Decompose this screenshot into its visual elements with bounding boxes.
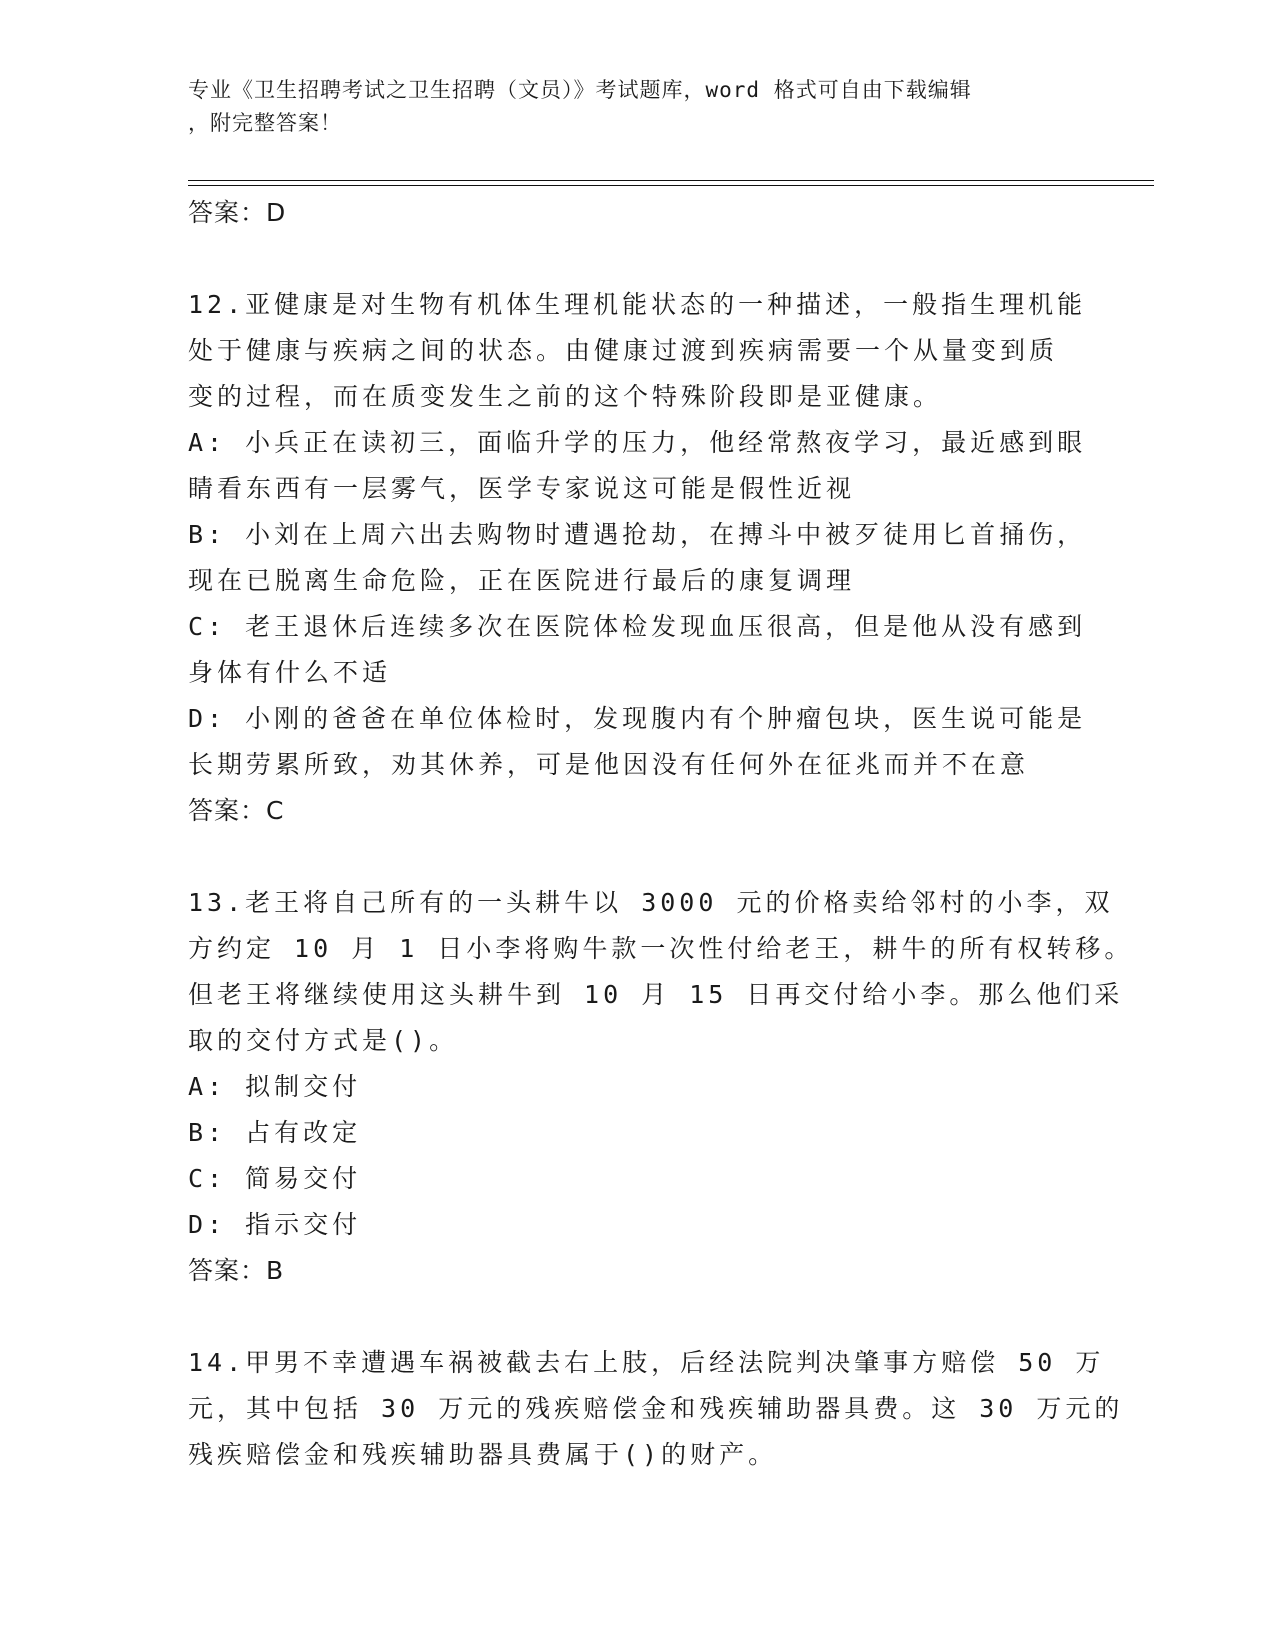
- question-12: [188, 282, 1088, 834]
- question-stem-line: 残疾赔偿金和残疾辅助器具费属于()的财产。: [188, 1440, 778, 1469]
- option-c-line: C: 老王退休后连续多次在医院体检发现血压很高，但是他从没有感到: [188, 612, 1087, 641]
- question-list: [188, 190, 1134, 1478]
- option-c-line: 身体有什么不适: [188, 658, 392, 687]
- option-b-line: B: 小刘在上周六出去购物时遭遇抢劫，在搏斗中被歹徒用匕首捅伤，: [188, 520, 1087, 549]
- question-stem-line: 方约定 10 月 1 日小李将购牛款一次性付给老王，耕牛的所有权转移。: [188, 934, 1134, 963]
- answer-12: 答案：C: [188, 796, 285, 825]
- question-stem-line: 13.老王将自己所有的一头耕牛以 3000 元的价格卖给邻村的小李，双: [188, 888, 1114, 917]
- option-d: D: 指示交付: [188, 1210, 362, 1239]
- option-a: A: 拟制交付: [188, 1072, 362, 1101]
- answer-previous: 答案：D: [188, 198, 287, 227]
- document-header: [188, 74, 1068, 140]
- option-b: B: 占有改定: [188, 1118, 362, 1147]
- header-line-2: ，附完整答案！: [188, 111, 342, 135]
- question-stem-line: 变的过程，而在质变发生之前的这个特殊阶段即是亚健康。: [188, 382, 943, 411]
- option-d-line: 长期劳累所致，劝其休养，可是他因没有任何外在征兆而并不在意: [188, 750, 1030, 779]
- question-stem-line: 12.亚健康是对生物有机体生理机能状态的一种描述，一般指生理机能: [188, 290, 1087, 319]
- option-d-line: D: 小刚的爸爸在单位体检时，发现腹内有个肿瘤包块，医生说可能是: [188, 704, 1087, 733]
- question-stem-line: 14.甲男不幸遭遇车祸被截去右上肢，后经法院判决肇事方赔偿 50 万: [188, 1348, 1105, 1377]
- question-13: [188, 880, 1134, 1294]
- header-divider-bottom: [188, 185, 1154, 186]
- option-b-line: 现在已脱离生命危险，正在医院进行最后的康复调理: [188, 566, 856, 595]
- answer-13: 答案：B: [188, 1256, 285, 1285]
- header-divider-top: [188, 180, 1154, 181]
- option-c: C: 简易交付: [188, 1164, 362, 1193]
- question-stem-line: 但老王将继续使用这头耕牛到 10 月 15 日再交付给小李。那么他们采: [188, 980, 1124, 1009]
- option-a-line: A: 小兵正在读初三，面临升学的压力，他经常熬夜学习，最近感到眼: [188, 428, 1087, 457]
- question-stem-line: 取的交付方式是()。: [188, 1026, 459, 1055]
- option-a-line: 睛看东西有一层雾气，医学专家说这可能是假性近视: [188, 474, 856, 503]
- question-14: [188, 1340, 1124, 1478]
- question-stem-line: 处于健康与疾病之间的状态。由健康过渡到疾病需要一个从量变到质: [188, 336, 1059, 365]
- question-stem-line: 元，其中包括 30 万元的残疾赔偿金和残疾辅助器具费。这 30 万元的: [188, 1394, 1124, 1423]
- header-line-1: 专业《卫生招聘考试之卫生招聘（文员）》考试题库，word 格式可自由下载编辑: [188, 78, 972, 102]
